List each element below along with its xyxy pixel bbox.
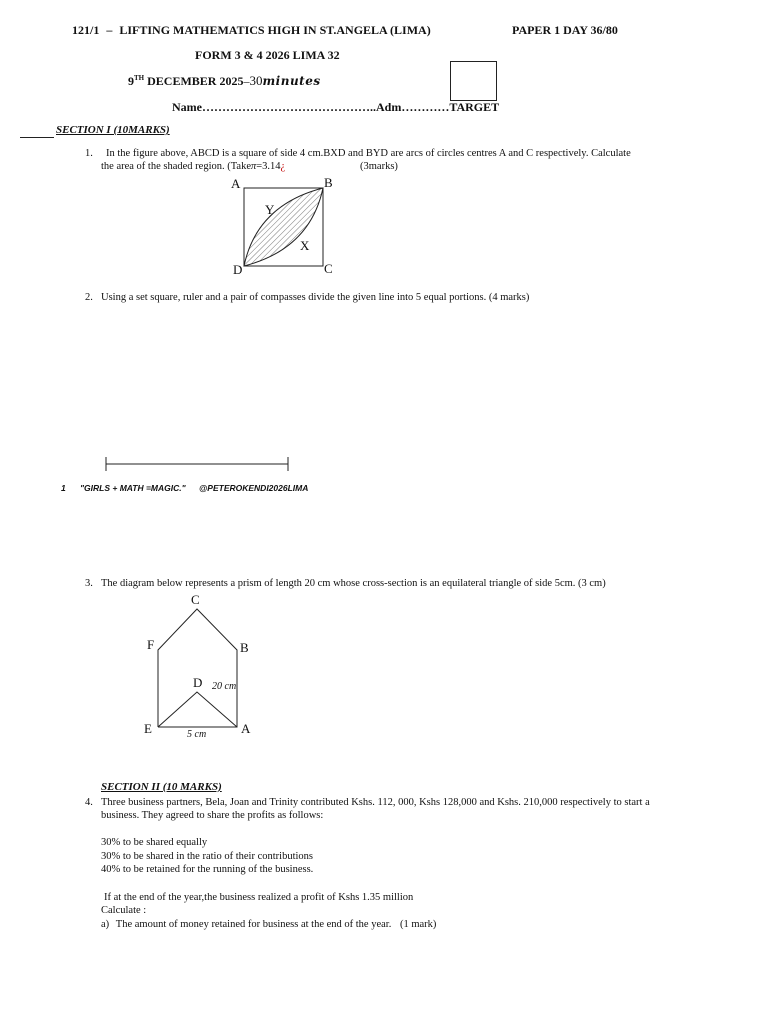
q4-rule-3: 40% to be retained for the running of the business. xyxy=(101,864,314,875)
q4-rule-1: 30% to be shared equally xyxy=(101,837,208,848)
q1-label-c: C xyxy=(324,261,333,276)
date-day: 9 xyxy=(128,74,134,88)
form-line: FORM 3 & 4 2026 LIMA 32 xyxy=(195,48,340,62)
section-2-heading: SECTION II (10 MARKS) xyxy=(101,781,222,793)
q1-label-y: Y xyxy=(265,202,275,217)
date-minus: – xyxy=(243,74,250,88)
school-title: LIFTING MATHEMATICS HIGH IN ST.ANGELA (LIMA) xyxy=(119,23,431,37)
paper-code: 121/1 xyxy=(72,23,100,37)
q4-rule-2: 30% to be shared in the ratio of their contributions xyxy=(101,851,313,862)
paper-day: PAPER 1 DAY 36/80 xyxy=(512,23,618,37)
q3-label-a: A xyxy=(241,721,251,736)
q2-text: Using a set square, ruler and a pair of compasses divide the given line into 5 equal portions. (4 marks) xyxy=(101,292,530,303)
section-1-heading: SECTION I (10MARKS) xyxy=(56,124,170,136)
q1-label-d: D xyxy=(233,262,243,277)
prism-front-triangle xyxy=(158,692,237,727)
q1-label-a: A xyxy=(231,176,241,191)
title-dash: – xyxy=(106,23,113,37)
q4-text-line1: Three business partners, Bela, Joan and Trinity contributed Kshs. 112, 000, Kshs 128,000 and Kshs. 210,000 respectively to start a xyxy=(101,797,650,808)
q1-text-artifact: ¿ xyxy=(280,161,286,172)
q1-pi-value: =3.14 xyxy=(256,161,281,172)
q1-line2-start: the area of the shaded region. (Take xyxy=(101,161,251,172)
q3-label-b: B xyxy=(240,640,249,655)
date-text: DECEMBER 2025 xyxy=(147,74,244,88)
q1-text-line1: In the figure above, ABCD is a square of side 4 cm.BXD and BYD are arcs of circles centres A and C respectively. Calculate xyxy=(106,148,631,159)
q4-part-a xyxy=(101,918,436,932)
q3-length-label: 20 cm xyxy=(212,681,237,692)
q4-profit: If at the end of the year,the business realized a profit of Kshs 1.35 million xyxy=(104,892,414,903)
name-adm-line: Name……………………………………..Adm…………TARGET xyxy=(172,100,500,114)
q3-label-d: D xyxy=(193,675,203,690)
q1-label-b: B xyxy=(324,175,333,190)
footer-slogan: "GIRLS + MATH =MAGIC." xyxy=(80,483,186,493)
q3-number: 3. xyxy=(85,578,93,589)
q4-part-a-marks: (1 mark) xyxy=(399,919,437,930)
q4-part-a-text: The amount of money retained for business at the end of the year. xyxy=(115,919,392,930)
q3-side-label: 5 cm xyxy=(187,729,207,740)
q1-number: 1. xyxy=(85,148,93,159)
q2-number: 2. xyxy=(85,292,93,303)
q3-label-e: E xyxy=(144,721,152,736)
q4-number: 4. xyxy=(85,797,93,808)
footer-handle: @PETEROKENDI2026LIMA xyxy=(199,483,309,493)
footer-page-number: 1 xyxy=(61,483,66,493)
prism-outline xyxy=(158,609,237,727)
q3-label-c: C xyxy=(191,592,200,607)
q3-text: The diagram below represents a prism of length 20 cm whose cross-section is an equilateral triangle of side 5cm. (3 cm) xyxy=(101,578,606,589)
q4-calculate: Calculate : xyxy=(101,905,147,916)
q1-label-x: X xyxy=(300,238,310,253)
pi-symbol: π xyxy=(250,161,257,172)
q3-label-f: F xyxy=(147,637,155,652)
q4-part-a-label: a) xyxy=(101,919,110,930)
duration-unit: minutes xyxy=(262,74,321,88)
date-day-suffix: TH xyxy=(134,74,145,82)
duration-number: 30 xyxy=(249,73,263,88)
q4-text-line2: business. They agreed to share the profits as follows: xyxy=(101,810,324,821)
q1-marks: (3marks) xyxy=(360,161,398,172)
